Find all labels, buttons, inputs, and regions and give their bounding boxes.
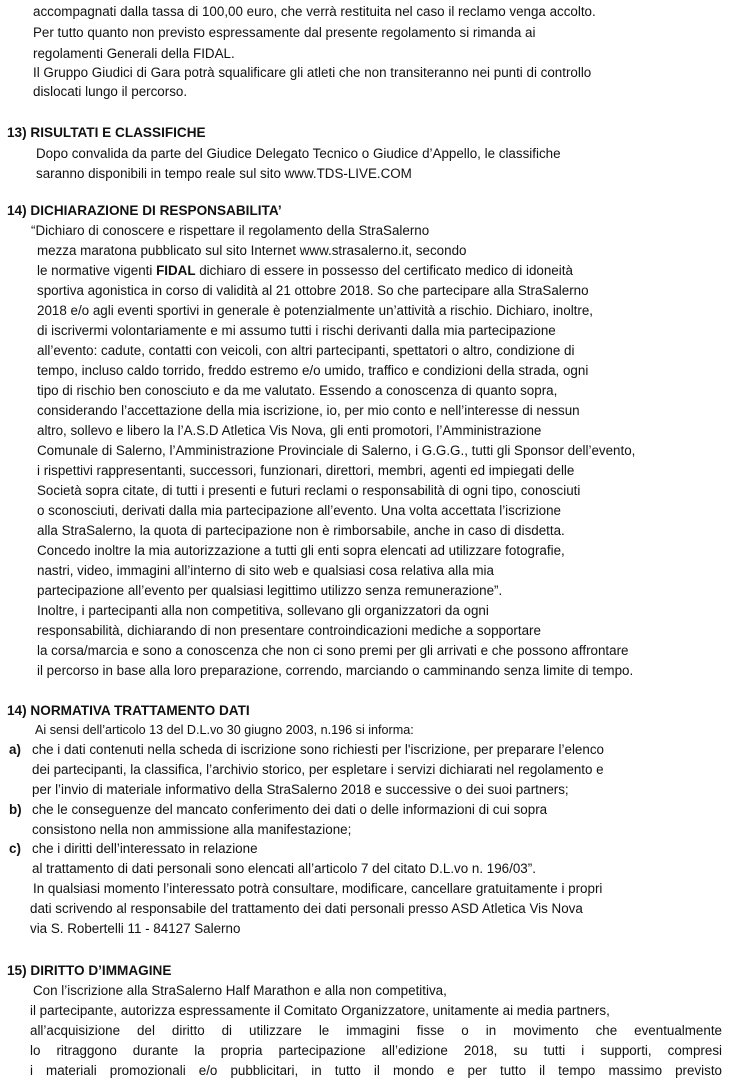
paragraph-line: dati scrivendo al responsabile del trattamento dei dati personali presso ASD Atletica Vis Nova xyxy=(30,901,583,916)
paragraph-line: il percorso in base alla loro preparazione, correndo, marciando o camminando senza limite di tempo. xyxy=(37,663,634,678)
list-item-line: consistono nella non ammissione alla manifestazione; xyxy=(32,822,352,837)
paragraph-line: all’evento: cadute, contatti con veicoli, con altri partecipanti, spettatori o altro, condizione di xyxy=(37,343,575,358)
paragraph-line: Con l’iscrizione alla StraSalerno Half Marathon e alla non competitiva, xyxy=(33,983,447,998)
paragraph-line: Società sopra citate, di tutti i presenti e futuri reclami o responsabilità di ogni tipo, conosciuti xyxy=(37,483,581,498)
list-item-line: che le conseguenze del mancato conferimento dei dati o delle informazioni di cui sopra xyxy=(32,802,548,817)
paragraph-line: accompagnati dalla tassa di 100,00 euro, che verrà restituita nel caso il reclamo venga accolto. xyxy=(33,4,596,19)
list-item-line: che i dati contenuti nella scheda di iscrizione sono richiesti per l'iscrizione, per preparare l’elenco xyxy=(32,742,604,757)
paragraph-line xyxy=(37,262,573,280)
paragraph-line: Per tutto quanto non previsto espressamente dal presente regolamento si rimanda ai xyxy=(33,25,536,40)
paragraph-line: Dopo convalida da parte del Giudice Delegato Tecnico o Giudice d’Appello, le classifiche xyxy=(36,146,561,161)
paragraph-line: In qualsiasi momento l’interessato potrà consultare, modificare, cancellare gratuitamente i propri xyxy=(33,881,603,896)
list-item-line: dei partecipanti, la classifica, l’archivio storico, per espletare i servizi dichiarati nel regolamento e xyxy=(32,762,604,777)
fidal-bold-text: FIDAL xyxy=(156,263,196,278)
paragraph-line: i rispettivi rappresentanti, successori, funzionari, direttori, membri, agenti ed impiegati delle xyxy=(37,463,575,478)
paragraph-line: di iscrivermi volontariamente e mi assumo tutti i rischi derivanti dalla mia partecipazione xyxy=(37,323,556,338)
paragraph-line: Ai sensi dell’articolo 13 del D.L.vo 30 giugno 2003, n.196 si informa: xyxy=(35,723,414,737)
paragraph-line: la corsa/marcia e sono a conoscenza che non ci sono premi per gli arrivati e che possono affrontare xyxy=(37,643,629,658)
paragraph-line: all’acquisizione del diritto di utilizzare le immagini fisse o in movimento che eventualmente xyxy=(30,1023,722,1038)
paragraph-line: tipo di rischio ben conosciuto e da me valutato. Essendo a conoscenza di quanto sopra, xyxy=(37,383,558,398)
section-heading: 14) DICHIARAZIONE DI RESPONSABILITA’ xyxy=(7,203,282,218)
list-marker-a: a) xyxy=(9,742,21,757)
paragraph-line: sportiva agonistica in corso di validità al 21 ottobre 2018. So che partecipare alla StraSalerno xyxy=(37,283,589,298)
text-run: dichiaro di essere in possesso del certificato medico di idoneità xyxy=(195,263,573,278)
paragraph-line: Comunale di Salerno, l’Amministrazione Provinciale di Salerno, i G.G.G., tutti gli Sponsor dell’evento, xyxy=(37,443,636,458)
paragraph-line: alla StraSalerno, la quota di partecipazione non è rimborsabile, anche in caso di disdetta. xyxy=(37,523,565,538)
paragraph-line: mezza maratona pubblicato sul sito Internet www.strasalerno.it, secondo xyxy=(37,243,467,258)
list-marker-b: b) xyxy=(9,802,22,817)
list-item-line: per l’invio di materiale informativo della StraSalerno 2018 e successive o dei suoi partners; xyxy=(32,782,569,797)
paragraph-line: altro, sollevo e libero la l’A.S.D Atletica Vis Nova, gli enti promotori, l’Amministrazione xyxy=(37,423,542,438)
paragraph-line: partecipazione all’evento per qualsiasi legittimo utilizzo senza remunerazione”. xyxy=(37,583,503,598)
paragraph-line: il partecipante, autorizza espressamente il Comitato Organizzatore, unitamente ai media partners, xyxy=(30,1003,610,1018)
paragraph-line: saranno disponibili in tempo reale sul sito www.TDS-LIVE.COM xyxy=(36,166,412,181)
paragraph-line: nastri, video, immagini all’interno di sito web e qualsiasi cosa relativa alla mia xyxy=(37,563,494,578)
section-heading: 15) DIRITTO D’IMMAGINE xyxy=(7,963,172,978)
paragraph-line: i materiali promozionali e/o pubblicitari, in tutto il mondo e per tutto il tempo massimo previsto xyxy=(30,1063,722,1078)
paragraph-line: o sconosciuti, derivati dalla mia partecipazione all’evento. Una volta accettata l’iscrizione xyxy=(37,503,561,518)
paragraph-line: considerando l’accettazione della mia iscrizione, io, per mio conto e nell’interesse di nessun xyxy=(37,403,580,418)
paragraph-line: “Dichiaro di conoscere e rispettare il regolamento della StraSalerno xyxy=(31,223,430,238)
section-heading: 13) RISULTATI E CLASSIFICHE xyxy=(7,125,206,140)
paragraph-line: regolamenti Generali della FIDAL. xyxy=(33,46,235,61)
paragraph-line: Concedo inoltre la mia autorizzazione a tutti gli enti sopra elencati ad utilizzare fotografie, xyxy=(37,543,565,558)
text-run: le normative vigenti xyxy=(37,263,157,278)
paragraph-line: via S. Robertelli 11 - 84127 Salerno xyxy=(30,921,241,936)
list-marker-c: c) xyxy=(9,841,21,856)
paragraph-line: lo ritraggono durante la propria partecipazione all’edizione 2018, su tutti i supporti, compresi xyxy=(30,1043,722,1058)
paragraph-line: Inoltre, i partecipanti alla non competitiva, sollevano gli organizzatori da ogni xyxy=(37,603,489,618)
list-item-line: che i diritti dell’interessato in relazione xyxy=(32,841,258,856)
paragraph-line: 2018 e/o agli eventi sportivi in generale è potenzialmente un’attività a rischio. Dichiaro, inoltre, xyxy=(37,303,594,318)
paragraph-line: dislocati lungo il percorso. xyxy=(33,84,188,99)
paragraph-line: responsabilità, dichiarando di non presentare controindicazioni mediche a sopportare xyxy=(37,623,541,638)
section-heading: 14) NORMATIVA TRATTAMENTO DATI xyxy=(7,703,250,718)
paragraph-line: Il Gruppo Giudici di Gara potrà squalificare gli atleti che non transiteranno nei punti di controllo xyxy=(33,65,592,80)
paragraph-line: tempo, incluso caldo torrido, freddo estremo e/o umido, traffico e condizioni della strada, ogni xyxy=(37,363,589,378)
list-item-line: al trattamento di dati personali sono elencati all’articolo 7 del citato D.L.vo n. 196/03”. xyxy=(32,861,536,876)
